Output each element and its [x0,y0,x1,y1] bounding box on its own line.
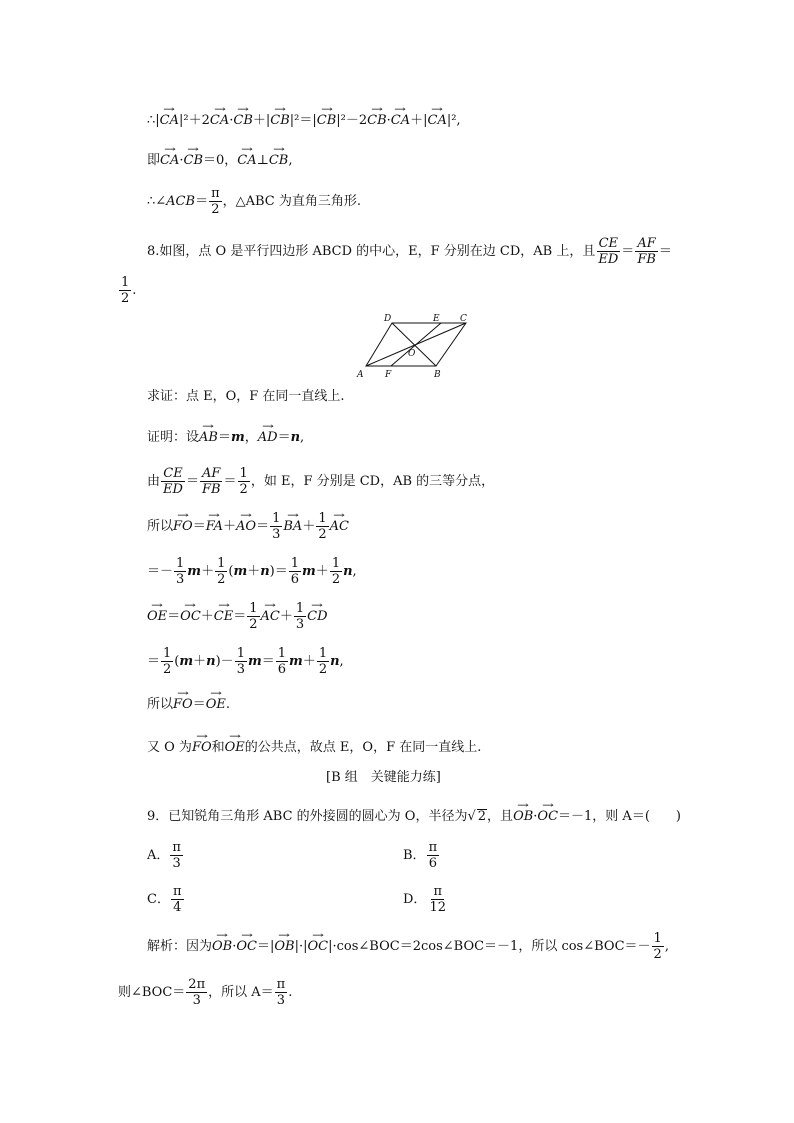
option-b-label: B． [403,848,426,863]
label-a: A [357,370,364,380]
option-b-num: π [428,840,438,855]
therefore-symbol: ∴ [147,113,156,128]
q9-option-c[interactable] [147,884,185,915]
half-den: 2 [121,291,130,306]
q9-solution-1: 解析：因为OB →·OC →＝|OB →|·|OC →|·cos∠BOC＝2cos∠BOC＝－1，所以 cos∠BOC＝－ $\frac{1}{2}$ , [147,931,669,962]
option-a-den: 3 [172,856,181,871]
half-num: 1 [121,275,130,290]
option-a-num: π [172,840,181,855]
sqrt-value: 2 [477,809,487,824]
label-e: E [433,314,440,324]
parallelogram-figure [356,309,476,381]
q8-proof-7: 所以FO →＝OE →. [147,690,230,715]
final-text-b: 的公共点，故点 E，O，F 在同一直线上. [244,740,482,755]
label-b: B [434,370,441,380]
option-d-label: D． [403,892,427,907]
given-text: ，如 E，F 分别是 CD，AB 的三等分点， [250,474,495,489]
q9-option-d[interactable] [403,884,449,915]
proof-line-1: ∴|CA →|²＋2CA →·CB →＋|CB →|²＝|CB →|²－2CB →·CA →＋|CA →|², [147,106,461,131]
q9-stem-text: 9．已知锐角三角形 ABC 的外接圆的圆心为 O，半径为 [147,809,468,824]
option-c-den: 4 [173,900,182,915]
q8-proof-6: ＝ $\frac{1}{2}$ (m＋n)－ $\frac{1}{3}$ m＝ $\frac{1}{6}$ m＋ $\frac{1}{2}$ n, [147,646,344,677]
q8-prove [147,387,345,407]
q8-prove-text: 求证：点 E，O，F 在同一直线上. [147,389,345,404]
proof-line-2: 即CA →·CB →＝0，CA →⊥CB →, [147,146,293,171]
q9-option-a[interactable] [147,840,184,871]
q9-stem: 9．已知锐角三角形 ABC 的外接圆的圆心为 O，半径为√ 2，且OB →·OC →＝－1，则 A＝( ) [147,802,681,827]
section-header [326,768,441,788]
q8-stem-text: 8.如图，点 O 是平行四边形 ABCD 的中心，E，F 分别在边 CD，AB 上，且 [147,244,596,259]
solution-a: 解析：因为 [147,939,213,954]
option-c-num: π [172,884,182,899]
option-d-num: π [433,884,442,899]
q8-proof-3: 所以FO →＝FA →＋AO →＝ $\frac{1}{3}$ BA →＋ $\frac{1}{2}$ AC → [147,511,349,542]
option-c-label: C． [147,892,170,907]
solution-c: 则∠BOC＝ [118,985,186,1000]
so-text-2: 所以 [147,697,174,712]
q9-stem-c: ＝－1，则 A＝( ) [558,809,681,824]
q8-proof-2: 由 $\frac{CE}{ED}$ ＝ $\frac{AF}{FB}$ ＝ $\frac{1}{2}$ ，如 E，F 分别是 CD，AB 的三等分点， [147,466,495,497]
q8-stem: 8.如图，点 O 是平行四边形 ABCD 的中心，E，F 分别在边 CD，AB 上，且 $\frac{CE}{ED}$ ＝ $\frac{AF}{FB}$ ＝ [147,236,672,267]
ji-label: 即 [147,153,161,168]
option-b-den: 6 [428,856,437,871]
q8-proof-4: ＝－ $\frac{1}{3}$ m＋ $\frac{1}{2}$ (m＋n)＝ $\frac{1}{6}$ m＋ $\frac{1}{2}$ n, [147,556,357,587]
proof-intro: 证明：设 [147,430,200,445]
q9-stem-b: ，且 [487,809,514,824]
label-o: O [408,349,416,359]
option-d-den: 12 [429,900,446,915]
q8-proof-1: 证明：设AB →＝m，AD →＝n, [147,423,304,448]
label-c: C [460,314,467,324]
section-title: [B 组 关键能力练] [326,770,441,785]
solution-b: ·cos∠BOC＝2cos∠BOC＝－1，所以 cos∠BOC＝－ [332,939,651,954]
final-text-a: 又 O 为 [147,740,192,755]
q9-solution-2: 则∠BOC＝ $\frac{2\pi}{3}$ ，所以 A＝ $\frac{\pi}{3}$ . [118,977,293,1008]
q8-proof-8: 又 O 为FO →和OE →的公共点，故点 E，O，F 在同一直线上. [147,733,481,758]
label-f: F [385,370,392,380]
solution-d: ，所以 A＝ [208,985,274,1000]
conclusion-text: ，△ABC 为直角三角形. [222,194,362,209]
q9-option-b[interactable] [403,840,440,871]
so-text-1: 所以 [147,519,174,534]
proof-line-3: ∴∠ACB＝ $\frac{\pi}{2}$ ，△ABC 为直角三角形. [147,186,362,217]
q8-proof-5: OE →＝OC →＋CE →＝ $\frac{1}{2}$ AC →＋ $\frac{1}{3}$ CD → [147,601,328,632]
option-a-label: A． [147,848,170,863]
label-d: D [384,314,392,324]
q8-stem-cont: $\frac{1}{2}$ . [121,275,137,306]
